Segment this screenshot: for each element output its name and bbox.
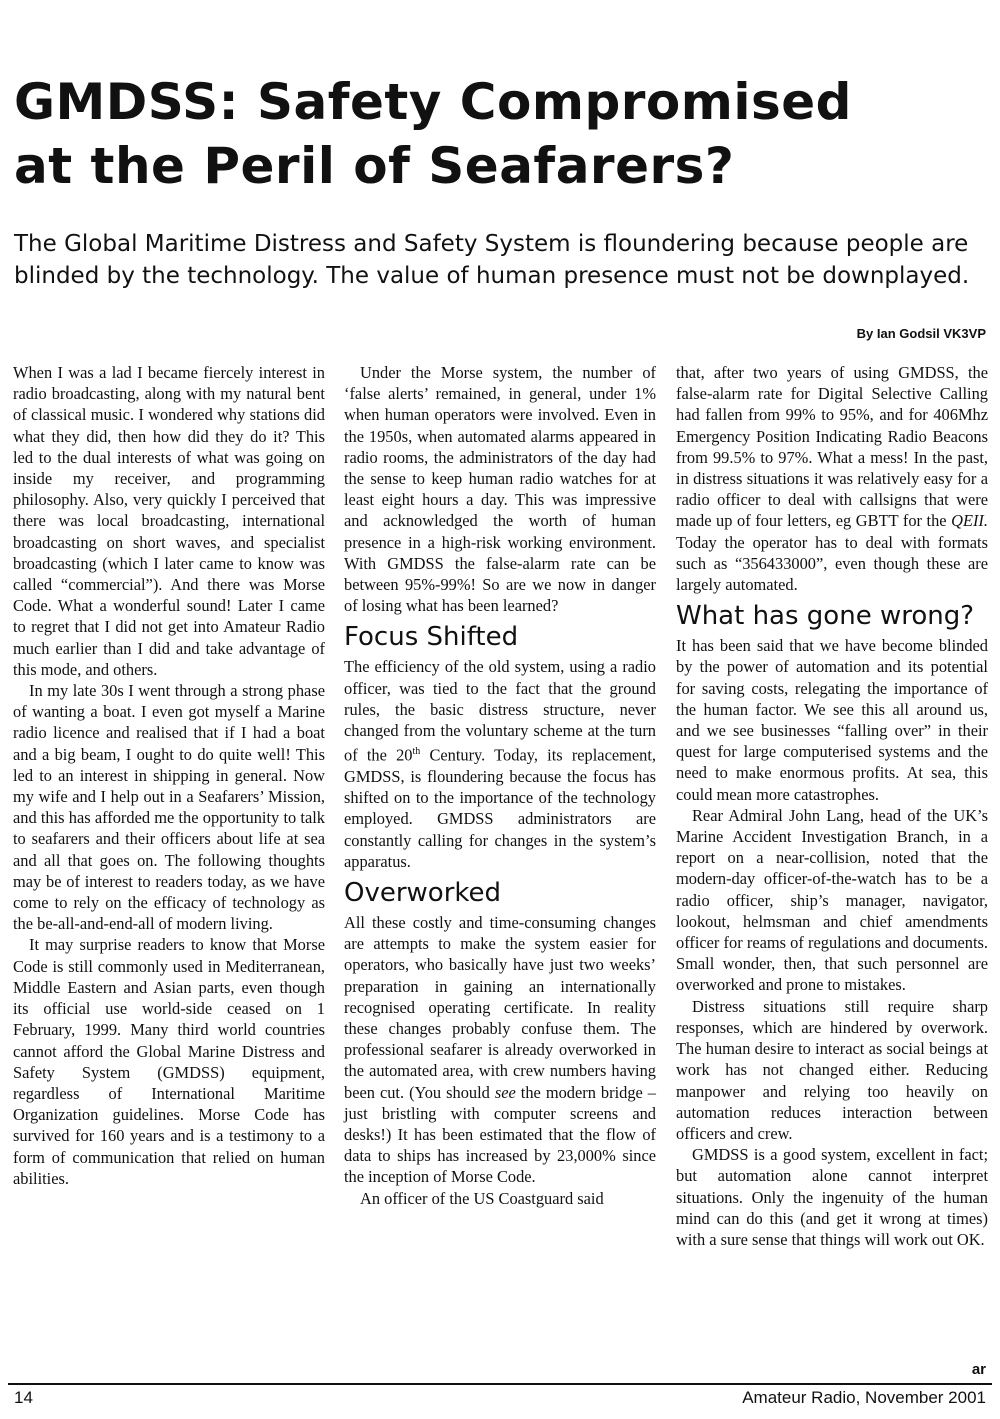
column-2 — [344, 362, 656, 1209]
standfirst: The Global Maritime Distress and Safety System is floundering because people are blinded by the technology. The value of human presence must not be downplayed. — [14, 231, 970, 289]
article-title — [14, 70, 989, 198]
publication-footer: Amateur Radio, November 2001 — [742, 1388, 986, 1407]
paragraph-text: that, after two years of using GMDSS, the false-alarm rate for Digital Selective Calling had fallen from 99% to 95%, and for 406Mhz Emergency Position Indicating Radio Beacons from 99.5% to 97%. What a mess! In the past, in distress situations it was relatively easy for a radio officer to deal with callsigns that were made up of four letters, eg GBTT for the — [676, 363, 988, 531]
paragraph-text: the modern bridge – just bristling with computer screens and desks!) It has been estimated that the flow of data to ships has increased by 23,000% since the inception of Morse Code. — [344, 1082, 656, 1187]
end-mark: ar — [971, 1361, 986, 1378]
column-3 — [676, 362, 988, 1250]
emphasis: see — [494, 1082, 516, 1102]
page-number: 14 — [14, 1388, 33, 1407]
byline: By Ian Godsil VK3VP — [856, 326, 986, 341]
paragraph-text: The efficiency of the old system, using a radio officer, was tied to the fact that the ground rules, the basic distress structure, never changed from the voluntary scheme at the turn of the 20 — [344, 657, 656, 765]
footer-rule — [8, 1383, 992, 1385]
paragraph: It may surprise readers to know that Morse Code is still commonly used in Mediterranean, Middle Eastern and Asian parts, even though its official use world-side ceased on 1 February, 1999. Many third world countries cannot afford the Global Marine Distress and Safety System (GMDSS) equipment, regardless of International Maritime Organization guidelines. Morse Code has survived for 160 years and is a testimony to a form of communication that relied on human abilities. — [13, 935, 325, 1188]
column-1 — [13, 362, 325, 1189]
emphasis: QEII. — [951, 511, 988, 531]
paragraph-text: All these costly and time-consuming changes are attempts to make the system easier for operators, who basically have just two weeks’ preparation in gaining an internationally recognised operating certificate. In reality these changes probably confuse them. The professional seafarer is already overworked in the automated area, with crew numbers having been cut. (You should — [344, 912, 656, 1102]
article-title-line-1: GMDSS: Safety Compromised — [14, 73, 852, 131]
section-heading-what-has-gone-wrong: What has gone wrong? — [676, 601, 975, 632]
paragraph — [676, 362, 988, 595]
paragraph: It has been said that we have become blinded by the power of automation and its potential for saving costs, relegating the importance of the human factor. We see this all around us, and we see businesses “falling over” in their quest for large computerised systems and the need to make enormous profits. At sea, this could mean more catastrophes. — [676, 636, 988, 804]
paragraph: Under the Morse system, the number of ‘false alerts’ remained, in general, under 1% when human operators were involved. Even in the 1950s, when automated alarms appeared in radio rooms, the administrators of the day had the sense to keep human radio watches for at least eight hours a day. This was impressive and acknowledged the worth of human presence in a high-risk working environment. With GMDSS the false-alarm rate can be between 95%-99%! So are we now in danger of losing what has been learned? — [344, 363, 656, 616]
paragraph: When I was a lad I became fiercely interest in radio broadcasting, along with my natural bent of classical music. I wondered why stations did what they did, then how did they do it? This led to the dual interests of what was going on inside my receiver, and programming philosophy. Also, very quickly I perceived that there was local broadcasting, international broadcasting on short waves, and specialist broadcasting (which I later came to know was called “commercial”). And there was Morse Code. What a wonderful sound! Later I came to regret that I did not get into Amateur Radio much earlier than I did and take advantage of this mode, and others. — [13, 363, 325, 679]
paragraph: Rear Admiral John Lang, head of the UK’s Marine Accident Investigation Branch, in a report on a near-collision, noted that the modern-day officer-of-the-watch has to be a radio officer, ship’s manager, navigator, lookout, helmsman and chief amendments officer for reams of regulations and documents. Small wonder, then, that such personnel are overworked and prone to mistakes. — [676, 805, 988, 995]
superscript: th — [412, 746, 421, 758]
paragraph — [344, 656, 656, 872]
paragraph-text: Century. Today, its replacement, GMDSS, is floundering because the focus has shifted on to the importance of the technology employed. GMDSS administrators are constantly calling for changes in the system’s apparatus. — [344, 745, 657, 871]
paragraph: GMDSS is a good system, excellent in fact; but automation alone cannot interpret situations. Only the ingenuity of the human mind can do this (and get it wrong at times) with a sure sense that things will work out OK. — [676, 1145, 988, 1249]
paragraph: Distress situations still require sharp responses, which are hindered by overwork. The human desire to interact as social beings at work has not changed either. Reducing manpower and relying too heavily on automation reduces interaction between officers and crew. — [676, 996, 988, 1143]
section-heading-focus-shifted: Focus Shifted — [344, 622, 519, 653]
article-title-line-2: at the Peril of Seafarers? — [14, 137, 735, 195]
paragraph — [344, 912, 656, 1188]
paragraph-text: Today the operator has to deal with formats such as “356433000”, even though these are largely automated. — [676, 532, 988, 595]
paragraph: In my late 30s I went through a strong phase of wanting a boat. I even got myself a Marine radio licence and realised that if I had a boat and a big beam, I ought to do quite well! This led to an interest in shipping in general. Now my wife and I help out in a Seafarers’ Mission, and this has afforded me the opportunity to talk to seafarers and their officers about life at sea and all that goes on. The following thoughts may be of interest to readers today, as we have come to rely on the efficacy of technology as the be-all-and-end-all of modern living. — [13, 681, 325, 934]
section-heading-overworked: Overworked — [344, 877, 502, 908]
paragraph: An officer of the US Coastguard said — [360, 1188, 604, 1208]
